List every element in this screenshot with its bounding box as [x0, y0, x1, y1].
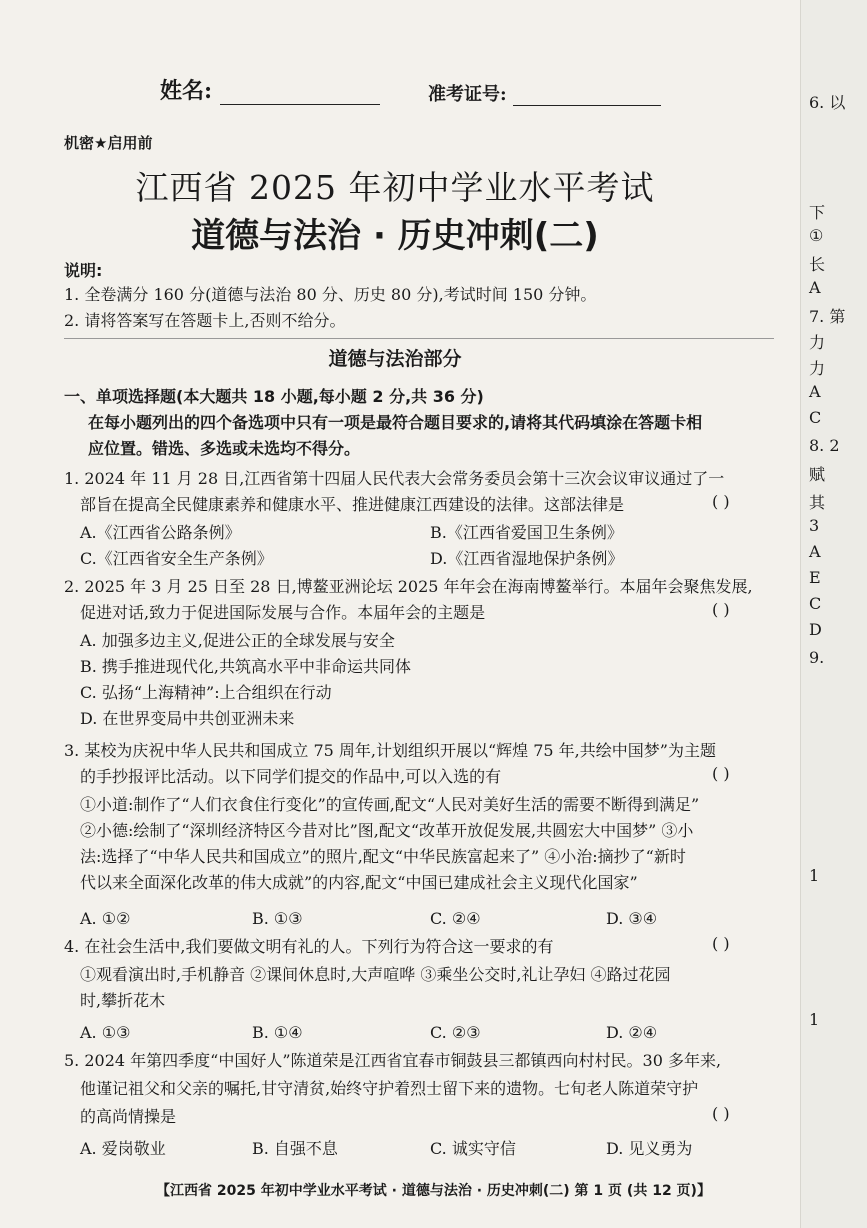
option-a: A. ①②: [80, 909, 131, 928]
strip-text: 力: [809, 359, 826, 378]
option-d: D. ③④: [606, 909, 658, 928]
strip-text: 下: [809, 203, 826, 222]
question-3-stem: 的手抄报评比活动。以下同学们提交的作品中,可以入选的有: [80, 767, 502, 786]
instructions-heading: 说明:: [64, 261, 103, 280]
option-d: D. ②④: [606, 1023, 658, 1042]
divider: [64, 338, 774, 339]
strip-text: 赋: [809, 465, 826, 484]
strip-text: A: [809, 542, 821, 561]
question-2-stem: 促进对话,致力于促进国际发展与合作。本届年会的主题是: [80, 603, 486, 622]
part-desc: 在每小题列出的四个备选项中只有一项是最符合题目要求的,请将其代码填涂在答题卡相: [88, 413, 703, 432]
answer-bracket: ( ): [712, 1104, 730, 1123]
strip-text: C: [809, 408, 822, 427]
option-b: B. ①③: [252, 909, 303, 928]
answer-bracket: ( ): [712, 600, 730, 619]
option-c: C. ②③: [430, 1023, 481, 1042]
ticket-input-line: [513, 85, 661, 106]
option-c: C.《江西省安全生产条例》: [80, 549, 273, 568]
question-4-item: ①观看演出时,手机静音 ②课间休息时,大声喧哗 ③乘坐公交时,礼让孕妇 ④路过花园: [80, 965, 671, 984]
option-b: B. 携手推进现代化,共筑高水平中非命运共同体: [80, 657, 412, 676]
question-1-stem: 1. 2024 年 11 月 28 日,江西省第十四届人民代表大会常务委员会第十三次会议审议通过了一: [64, 469, 725, 488]
option-b: B.《江西省爱国卫生条例》: [430, 523, 623, 542]
question-5-stem: 他谨记祖父和父亲的嘱托,甘守清贫,始终守护着烈士留下来的遗物。七旬老人陈道荣守护: [80, 1079, 699, 1098]
answer-bracket: ( ): [712, 764, 730, 783]
strip-text: E: [809, 568, 821, 587]
strip-text: A: [809, 382, 821, 401]
strip-text: 8. 2: [809, 436, 840, 455]
strip-text: 3: [809, 516, 820, 535]
question-3-item: ①小道:制作了“人们衣食住行变化”的宣传画,配文“人民对美好生活的需要不断得到满足”: [80, 795, 700, 814]
strip-text: 力: [809, 333, 826, 352]
option-c: C. ②④: [430, 909, 481, 928]
strip-text: D: [809, 620, 822, 639]
adjacent-page-strip: [800, 0, 867, 1228]
strip-text: 6. 以: [809, 93, 846, 112]
page-footer: 【江西省 2025 年初中学业水平考试 · 道德与法治 · 历史冲刺(二) 第 1 页 (共 12 页)】: [156, 1183, 711, 1199]
option-b: B. ①④: [252, 1023, 303, 1042]
strip-text: 7. 第: [809, 307, 846, 326]
part-heading: 一、单项选择题(本大题共 18 小题,每小题 2 分,共 36 分): [64, 387, 484, 406]
name-input-line: [220, 84, 380, 105]
part-desc: 应位置。错选、多选或未选均不得分。: [88, 439, 361, 458]
option-d: D. 在世界变局中共创亚洲未来: [80, 709, 295, 728]
ticket-label: [428, 80, 661, 106]
question-2-stem: 2. 2025 年 3 月 25 日至 28 日,博鳌亚洲论坛 2025 年年会在海南博鳌举行。本届年会聚焦发展,: [64, 577, 753, 596]
option-c: C. 弘扬“上海精神”:上合组织在行动: [80, 683, 332, 702]
option-a: A. 爱岗敬业: [80, 1139, 166, 1158]
option-c: C. 诚实守信: [430, 1139, 516, 1158]
option-d: D.《江西省湿地保护条例》: [430, 549, 624, 568]
exam-subtitle: 道德与法治 · 历史冲刺(二): [191, 216, 599, 256]
option-a: A. 加强多边主义,促进公正的全球发展与安全: [80, 631, 395, 650]
strip-text: 9.: [809, 648, 825, 667]
strip-text: 其: [809, 493, 826, 512]
strip-text: 1: [809, 866, 820, 885]
question-5-stem: 的高尚情操是: [80, 1107, 177, 1126]
name-label-text: 姓名:: [160, 78, 213, 104]
question-1-stem: 部旨在提高全民健康素养和健康水平、推进健康江西建设的法律。这部法律是: [80, 495, 625, 514]
strip-text: A: [809, 278, 821, 297]
option-a: A. ①③: [80, 1023, 131, 1042]
option-d: D. 见义勇为: [606, 1139, 693, 1158]
strip-text: C: [809, 594, 822, 613]
question-3-item: 法:选择了“中华人民共和国成立”的照片,配文“中华民族富起来了” ④小治:摘抄了“新时: [80, 847, 686, 866]
ticket-label-text: 准考证号:: [428, 84, 507, 105]
question-4-item: 时,攀折花木: [80, 991, 166, 1010]
secret-mark: 机密★启用前: [64, 134, 153, 152]
option-b: B. 自强不息: [252, 1139, 338, 1158]
question-3-item: 代以来全面深化改革的伟大成就”的内容,配文“中国已建成社会主义现代化国家”: [80, 873, 638, 892]
strip-text: ①: [809, 226, 824, 245]
instruction-item: 2. 请将答案写在答题卡上,否则不给分。: [64, 311, 346, 330]
question-3-item: ②小德:绘制了“深圳经济特区今昔对比”图,配文“改革开放促发展,共圆宏大中国梦” ③小: [80, 821, 694, 840]
answer-bracket: ( ): [712, 934, 730, 953]
question-3-stem: 3. 某校为庆祝中华人民共和国成立 75 周年,计划组织开展以“辉煌 75 年,共绘中国梦”为主题: [64, 741, 716, 760]
option-a: A.《江西省公路条例》: [80, 523, 241, 542]
question-5-stem: 5. 2024 年第四季度“中国好人”陈道荣是江西省宜春市铜鼓县三都镇西向村村民。30 多年来,: [64, 1051, 722, 1070]
strip-text: 1: [809, 1010, 820, 1029]
instruction-item: 1. 全卷满分 160 分(道德与法治 80 分、历史 80 分),考试时间 150 分钟。: [64, 285, 597, 304]
question-4-stem: 4. 在社会生活中,我们要做文明有礼的人。下列行为符合这一要求的有: [64, 937, 554, 956]
exam-title: 江西省 2025 年初中学业水平考试: [135, 168, 655, 207]
strip-text: 长: [809, 255, 826, 274]
name-label: [160, 74, 380, 105]
section-title: 道德与法治部分: [328, 348, 462, 370]
answer-bracket: ( ): [712, 492, 730, 511]
